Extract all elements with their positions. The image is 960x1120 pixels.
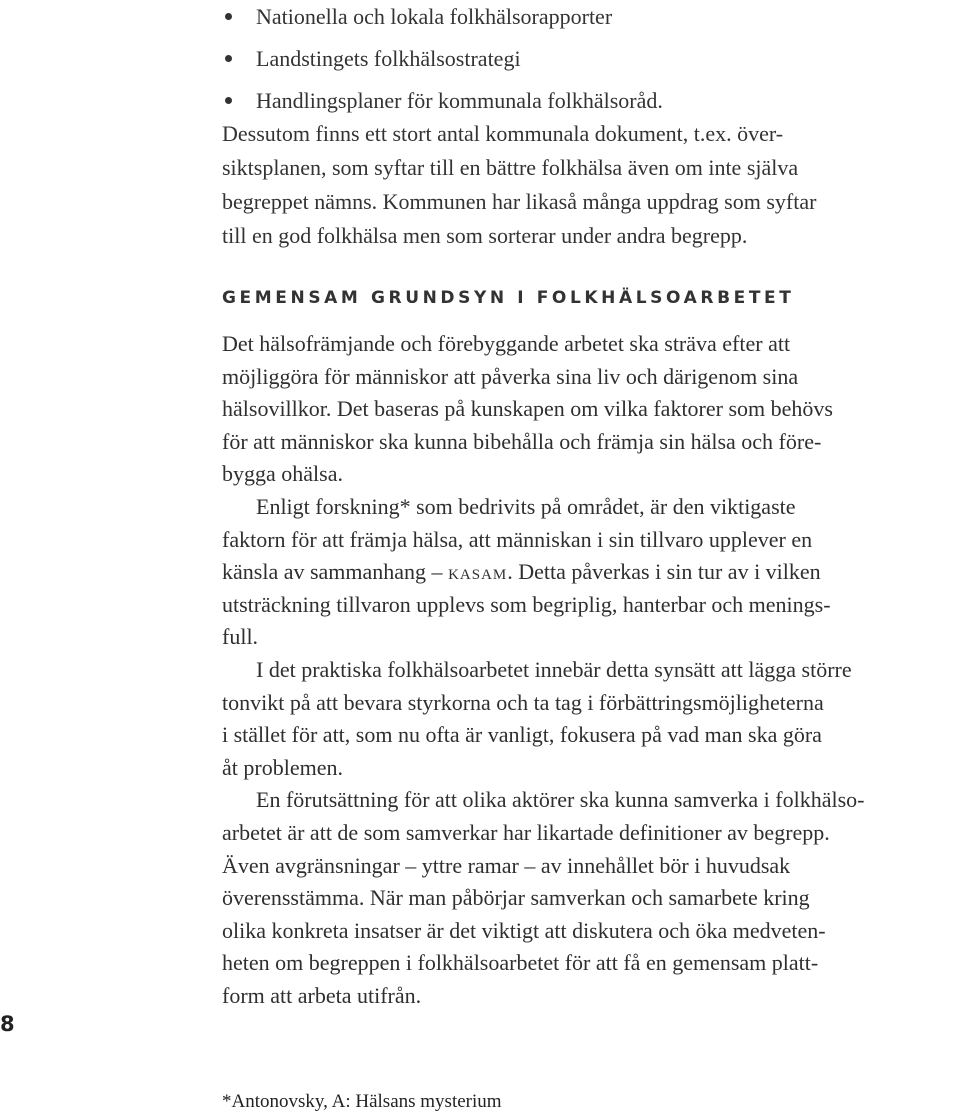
list-item	[222, 38, 942, 80]
list-item-text: Nationella och lokala folkhälsorapporter	[256, 4, 613, 29]
text-line: hälsovillkor. Det baseras på kunskapen om vilka faktorer som behövs	[222, 396, 833, 422]
page-number: 8	[0, 1012, 15, 1036]
text-line: I det praktiska folkhälsoarbetet innebär detta synsätt att lägga större	[256, 656, 852, 682]
list-item	[222, 0, 942, 38]
text-line: Även avgränsningar – yttre ramar – av innehållet bör i huvudsak	[222, 852, 791, 878]
bullet-icon	[225, 97, 232, 104]
bullet-list	[222, 0, 942, 122]
section-body	[222, 328, 957, 1012]
text-line: till en god folkhälsa men som sorterar under andra begrepp.	[222, 223, 748, 248]
text-line: Dessutom finns ett stort antal kommunala dokument, t.ex. över-	[222, 121, 784, 146]
text-line: olika konkreta insatser är det viktigt att diskutera och öka medveten-	[222, 917, 826, 943]
text-line: faktorn för att främja hälsa, att människan i sin tillvaro upplever en	[222, 526, 813, 552]
text-line	[222, 556, 957, 589]
bullet-icon	[225, 13, 232, 20]
list-item	[222, 80, 942, 122]
text-segment: känsla av sammanhang –	[222, 559, 449, 585]
kasam-term: kasam	[448, 559, 508, 585]
text-line: begreppet nämns. Kommunen har likaså många uppdrag som syftar	[222, 189, 817, 214]
text-line: siktsplanen, som syftar till en bättre folkhälsa även om inte själva	[222, 155, 799, 180]
text-line: full.	[222, 624, 259, 650]
text-line: för att människor ska kunna bibehålla och främja sin hälsa och före-	[222, 428, 822, 454]
section-heading: GEMENSAM GRUNDSYN I FOLKHÄLSOARBETET	[222, 288, 795, 308]
text-line: Det hälsofrämjande och förebyggande arbetet ska sträva efter att	[222, 331, 791, 356]
text-line: tonvikt på att bevara styrkorna och ta tag i förbättringsmöjligheterna	[222, 689, 824, 715]
text-line: i stället för att, som nu ofta är vanligt, fokusera på vad man ska göra	[222, 722, 822, 748]
text-line: heten om begreppen i folkhälsoarbetet för att få en gemensam platt-	[222, 950, 819, 976]
text-line: bygga ohälsa.	[222, 461, 343, 487]
text-line: överensstämma. När man påbörjar samverkan och samarbete kring	[222, 885, 810, 911]
intro-paragraph	[222, 117, 952, 253]
list-item-text: Handlingsplaner för kommunala folkhälsoråd.	[256, 88, 663, 113]
text-line: möjliggöra för människor att påverka sina liv och därigenom sina	[222, 363, 799, 389]
list-item-text: Landstingets folkhälsostrategi	[256, 46, 521, 71]
text-line: utsträckning tillvaron upplevs som begriplig, hanterbar och menings-	[222, 591, 831, 617]
text-line: En förutsättning för att olika aktörer ska kunna samverka i folkhälso-	[256, 787, 865, 813]
text-line: Enligt forskning* som bedrivits på området, är den viktigaste	[256, 493, 796, 519]
bullet-icon	[225, 55, 232, 62]
footnote: *Antonovsky, A: Hälsans mysterium	[222, 1091, 502, 1112]
text-line: åt problemen.	[222, 754, 343, 780]
text-segment: . Detta påverkas i sin tur av i vilken	[507, 559, 821, 585]
text-line: form att arbeta utifrån.	[222, 982, 422, 1008]
text-line: arbetet är att de som samverkar har likartade definitioner av begrepp.	[222, 819, 830, 845]
